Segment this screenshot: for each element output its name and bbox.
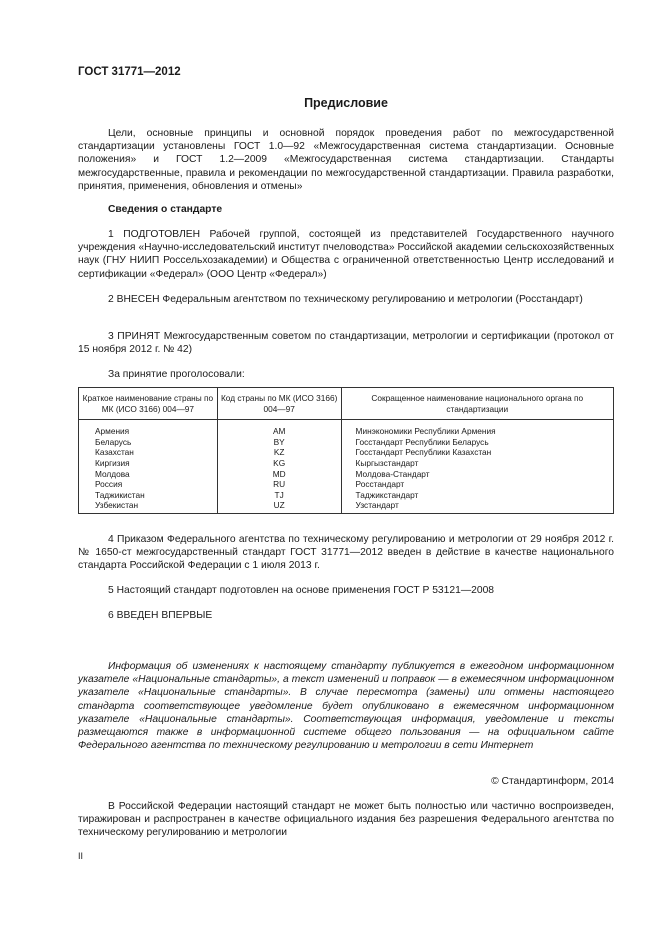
standards-body-cell: Таджикстандарт <box>341 490 613 501</box>
copyright-line: © Стандартинформ, 2014 <box>491 776 614 787</box>
code-cell: KG <box>217 458 341 469</box>
country-cell: Армения <box>79 420 218 437</box>
changes-notice: Информация об изменениях к настоящему стандарту публикуется в ежегодном информационном указателе «Национальные стандарты», а текст изменений и поправок — в ежемесячном информационном указателе «Национальные стандарты». В случае пересмотра (замены) или отмены настоящего стандарта соответствующее уведомление будет опубликовано в ежемесячном информационном указателе «Национальные стандарты». Соответствующая информация, уведомление и тексты размещаются также в информационной системе общего пользования — на официальном сайте Федерального агентства по техническому регулированию и метрологии в сети Интернет <box>78 661 614 752</box>
standards-body-cell: Узстандарт <box>341 500 613 513</box>
table-row <box>79 500 614 513</box>
code-cell: KZ <box>217 447 341 458</box>
item-2-paragraph: 2 ВНЕСЕН Федеральным агентством по техническому регулированию и метрологии (Росстандарт) <box>108 294 583 305</box>
code-cell: UZ <box>217 500 341 513</box>
document-code-header: ГОСТ 31771—2012 <box>78 66 181 78</box>
item-4-paragraph: 4 Приказом Федерального агентства по техническому регулированию и метрологии от 29 ноября 2012 г. № 1650-ст межгосударственный стандарт ГОСТ 31771—2012 введен в действие в качестве национального стандарта Российской Федерации с 1 июля 2013 г. <box>78 534 614 572</box>
table-row <box>79 447 614 458</box>
standards-body-cell: Госстандарт Республики Казахстан <box>341 447 613 458</box>
country-cell: Россия <box>79 479 218 490</box>
table-row <box>79 420 614 437</box>
item-6-paragraph: 6 ВВЕДЕН ВПЕРВЫЕ <box>108 610 213 621</box>
country-cell: Киргизия <box>79 458 218 469</box>
header-standards-body: Сокращенное наименование национального органа по стандартизации <box>341 388 613 420</box>
intro-paragraph: Цели, основные принципы и основной порядок проведения работ по межгосударственной стандартизации установлены ГОСТ 1.0—92 «Межгосударственная система стандартизации. Основные положения» и ГОСТ 1.2—2009 «Межгосударственная система стандартизации. Стандарты межгосударственные, правила и рекомендации по межгосударственной стандартизации. Правила разработки, принятия, применения, обновления и отмены» <box>78 128 614 192</box>
standards-body-cell: Минэкономики Республики Армения <box>341 420 613 437</box>
standards-body-cell: Госстандарт Республики Беларусь <box>341 437 613 448</box>
reproduction-restriction: В Российской Федерации настоящий стандарт не может быть полностью или частично воспроизведен, тиражирован и распространен в качестве официального издания без разрешения Федерального агентства по техническому регулированию и метрологии <box>78 801 614 839</box>
table-row <box>79 469 614 480</box>
standards-body-cell: Кыргызстандарт <box>341 458 613 469</box>
country-cell: Молдова <box>79 469 218 480</box>
table-row <box>79 458 614 469</box>
member-states-table <box>78 387 614 514</box>
item-1-paragraph: 1 ПОДГОТОВЛЕН Рабочей группой, состоящей из представителей Государственного научного учреждения «Научно-исследовательский институт пчеловодства» Российской академии сельскохозяйственных наук (ГНУ НИИП Россельхозакадемии) и Общества с ограниченной ответственностью Центр исследований и сертификации «Федерал» (ООО Центр «Федерал») <box>78 229 614 280</box>
standards-body-cell: Росстандарт <box>341 479 613 490</box>
page-number: II <box>78 851 84 861</box>
country-cell: Таджикистан <box>79 490 218 501</box>
code-cell: RU <box>217 479 341 490</box>
code-cell: AM <box>217 420 341 437</box>
page-title: Предисловие <box>304 96 388 110</box>
table-header-row <box>79 388 614 420</box>
item-3-paragraph: 3 ПРИНЯТ Межгосударственным советом по стандартизации, метрологии и сертификации (протокол от 15 ноября 2012 г. № 42) <box>78 331 614 356</box>
code-cell: MD <box>217 469 341 480</box>
header-code: Код страны по МК (ИСО 3166) 004—97 <box>217 388 341 420</box>
table-row <box>79 437 614 448</box>
code-cell: TJ <box>217 490 341 501</box>
header-country: Краткое наименование страны по МК (ИСО 3166) 004—97 <box>79 388 218 420</box>
table-row <box>79 479 614 490</box>
info-heading: Сведения о стандарте <box>108 204 223 215</box>
country-cell: Казахстан <box>79 447 218 458</box>
country-cell: Беларусь <box>79 437 218 448</box>
country-cell: Узбекистан <box>79 500 218 513</box>
table-row <box>79 490 614 501</box>
item-5-paragraph: 5 Настоящий стандарт подготовлен на основе применения ГОСТ Р 53121—2008 <box>108 585 495 596</box>
standards-body-cell: Молдова-Стандарт <box>341 469 613 480</box>
code-cell: BY <box>217 437 341 448</box>
voted-label: За принятие проголосовали: <box>108 369 245 380</box>
